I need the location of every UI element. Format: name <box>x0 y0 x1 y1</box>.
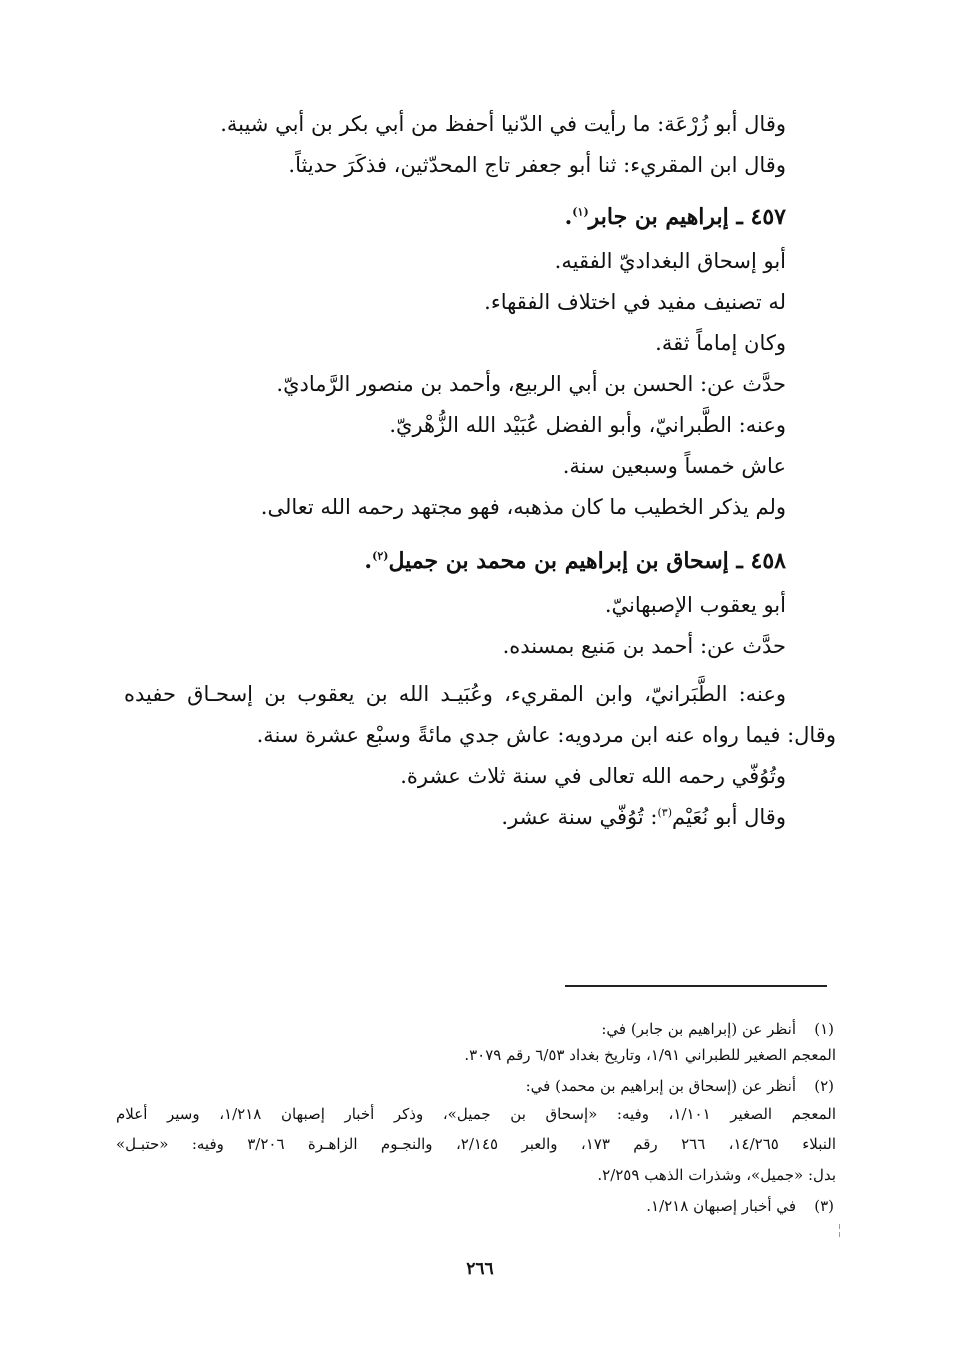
entry-458-line-5: وتُوُفّي رحمه الله تعالى في سنة ثلاث عشرة. <box>400 764 786 788</box>
entry-457-line-5: وعنه: الطَّبرانيّ، وأبو الفضل عُبَيْد الله الزُّهْريّ. <box>389 413 786 437</box>
footnote-3-number: (٣) <box>814 1197 834 1215</box>
intro-line-1: وقال أبو زُرْعَة: ما رأيت في الدّنيا أحفظ من أبي بكر بن أبي شيبة. <box>220 112 786 136</box>
footnote-1-number: (١) <box>814 1020 834 1038</box>
footnote-1-line-1: أنظر عن (إبراهيم بن جابر) في: <box>601 1020 796 1038</box>
entry-457-line-7: ولم يذكر الخطيب ما كان مذهبه، فهو مجتهد رحمه الله تعالى. <box>260 495 786 519</box>
entry-457-line-6: عاش خمساً وسبعين سنة. <box>562 454 786 478</box>
footnote-separator <box>565 985 827 987</box>
speck <box>839 1224 840 1229</box>
footnote-ref-3: (٣) <box>657 806 672 819</box>
page-number: ٢٦٦ <box>466 1259 494 1279</box>
entry-457-line-4: حدَّث عن: الحسن بن أبي الربيع، وأحمد بن منصور الرَّماديّ. <box>276 372 786 396</box>
footnote-2-line-2: المعجم الصغير ١/١٠١، وفيه: «إسحاق بن جميل»، وذكر أخبار إصبهان ١/٢١٨، وسير أعلام <box>116 1105 836 1123</box>
footnote-2-line-1: أنظر عن (إسحاق بن إبراهيم بن محمد) في: <box>525 1077 796 1095</box>
entry-458-line-3: وعنه: الطَّبَرانيّ، وابن المقريء، وعُبَيـد الله بن يعقوب بن إسحـاق حفيده <box>124 682 786 706</box>
footnote-2-line-4: بدل: «جميل»، وشذرات الذهب ٢/٢٥٩. <box>597 1166 836 1184</box>
entry-457-line-3: وكان إماماً ثقة. <box>655 331 786 355</box>
entry-458-line-2: حدَّث عن: أحمد بن مَنيع بمسنده. <box>502 634 786 658</box>
entry-457-title: ٤٥٧ ـ إبراهيم بن جابر <box>588 204 786 230</box>
entry-458-title: ٤٥٨ ـ إسحاق بن إبراهيم بن محمد بن جميل <box>388 548 786 574</box>
scan-specks <box>838 1224 841 1238</box>
entry-458-heading: ٤٥٨ ـ إسحاق بن إبراهيم بن محمد بن جميل$^{(٢)}$. <box>364 548 786 574</box>
footnote-2-number: (٢) <box>814 1077 834 1095</box>
intro-line-2: وقال ابن المقريء: ثنا أبو جعفر تاج المحدّثين، فذكَرَ حديثاً. <box>288 153 786 177</box>
footnote-3-line-1: في أخبار إصبهان ١/٢١٨. <box>646 1197 796 1215</box>
footnote-2-line-3: النبلاء ١٤/٢٦٥، ٢٦٦ رقم ١٧٣، والعبر ٢/١٤٥، والنجـوم الزاهـرة ٣/٢٠٦ وفيه: «حتبـل» <box>116 1135 837 1153</box>
footnote-1-line-2: المعجم الصغير للطبراني ١/٩١، وتاريخ بغداد ٦/٥٣ رقم ٣٠٧٩. <box>464 1046 836 1064</box>
entry-457-line-2: له تصنيف مفيد في اختلاف الفقهاء. <box>484 290 786 314</box>
entry-457-line-1: أبو إسحاق البغداديّ الفقيه. <box>554 249 786 273</box>
footnote-ref-2: (٢) <box>372 549 389 563</box>
footnote-ref-1: (١) <box>572 205 589 219</box>
speck <box>839 1232 840 1237</box>
entry-458-line-1: أبو يعقوب الإصبهانيّ. <box>604 593 786 617</box>
entry-458-line-6: وقال أبو نُعَيْم$^{(٣)}$: تُوُفّي سنة عشر. <box>501 805 786 829</box>
entry-458-line-4: وقال: فيما رواه عنه ابن مردويه: عاش جدي مائةً وسبْع عشرة سنة. <box>256 723 836 747</box>
entry-457-heading: ٤٥٧ ـ إبراهيم بن جابر$^{(١)}$. <box>564 204 786 230</box>
